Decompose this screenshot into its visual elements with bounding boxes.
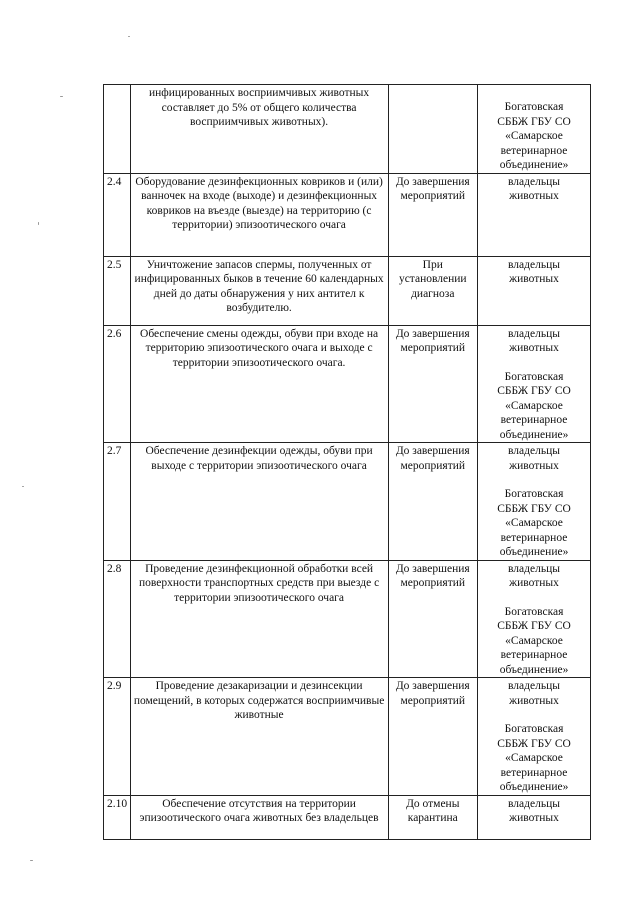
term-text: При установлении диагноза xyxy=(388,256,478,325)
responsible-line: СББЖ ГБУ СО xyxy=(497,737,571,750)
scan-speck xyxy=(22,486,24,487)
responsible-line: животных xyxy=(509,459,559,472)
term-text: До завершения мероприятий xyxy=(388,173,478,256)
row-number xyxy=(104,85,131,174)
responsible-line xyxy=(481,356,587,370)
responsible-line: ветеринарное xyxy=(500,766,568,779)
table-row xyxy=(104,560,591,678)
row-number: 2.6 xyxy=(104,325,131,443)
responsible-cell xyxy=(478,325,591,443)
responsible-line: ветеринарное xyxy=(500,414,568,426)
term-text: До завершения мероприятий xyxy=(388,325,478,443)
responsible-line xyxy=(481,591,587,605)
responsible-line xyxy=(481,708,587,722)
scan-speck xyxy=(128,36,130,37)
responsible-cell xyxy=(478,678,591,796)
responsible-line: СББЖ ГБУ СО xyxy=(497,620,571,632)
scan-speck xyxy=(60,96,63,97)
responsible-line: животных xyxy=(509,812,559,824)
term-text: До отмены карантина xyxy=(388,795,478,839)
responsible-line: животных xyxy=(509,342,559,354)
responsible-line: владельцы xyxy=(508,327,560,340)
responsible-line: животных xyxy=(509,273,559,285)
responsible-line: Богатовская xyxy=(504,101,564,113)
term-text: До завершения мероприятий xyxy=(388,443,478,561)
scan-speck xyxy=(38,222,39,225)
action-text: Оборудование дезинфекционных ковриков и (или) ванночек на входе (выходе) и дезинфекционных ковриков на въезде (выезде) на территорию (с территории) эпизоотического очага xyxy=(130,173,388,256)
responsible-line: животных xyxy=(509,190,559,202)
responsible-line: ветеринарное xyxy=(500,144,568,157)
row-number: 2.4 xyxy=(104,173,131,256)
responsible-line: «Самарское xyxy=(505,399,563,412)
responsible-line: ветеринарное xyxy=(500,649,568,661)
row-number: 2.7 xyxy=(104,443,131,561)
responsible-line: объединение» xyxy=(499,781,569,793)
action-text: Обеспечение отсутствия на территории эпизоотического очага животных без владельцев xyxy=(130,795,388,839)
responsible-cell xyxy=(478,560,591,678)
responsible-line: объединение» xyxy=(499,546,569,558)
row-number: 2.5 xyxy=(104,256,131,325)
responsible-line: Богатовская xyxy=(504,370,564,383)
row-number: 2.10 xyxy=(104,795,131,839)
term-text xyxy=(388,85,478,174)
scan-speck xyxy=(30,860,33,861)
action-text: Проведение дезакаризации и дезинсекции помещений, в которых содержатся восприимчивые животные xyxy=(130,678,388,796)
responsible-line: СББЖ ГБУ СО xyxy=(497,385,571,397)
responsible-line: «Самарское xyxy=(505,517,563,529)
responsible-line: объединение» xyxy=(499,663,569,676)
responsible-line: животных xyxy=(509,694,559,707)
action-text: инфицированных восприимчивых животных составляет до 5% от общего количества восприимчивых животных). xyxy=(130,85,388,174)
responsible-cell xyxy=(478,443,591,561)
responsible-line: СББЖ ГБУ СО xyxy=(497,115,571,128)
row-number: 2.9 xyxy=(104,678,131,796)
measures-table xyxy=(103,84,591,840)
responsible-line: объединение» xyxy=(499,428,569,441)
responsible-line: Богатовская xyxy=(504,605,564,618)
responsible-line: животных xyxy=(509,577,559,589)
table-row xyxy=(104,173,591,256)
responsible-line: владельцы xyxy=(508,445,560,457)
responsible-line: «Самарское xyxy=(505,634,563,647)
term-text: До завершения мероприятий xyxy=(388,678,478,796)
table-row xyxy=(104,795,591,839)
responsible-cell xyxy=(478,85,591,174)
responsible-cell xyxy=(478,173,591,256)
responsible-line: владельцы xyxy=(508,562,560,575)
responsible-line: СББЖ ГБУ СО xyxy=(497,502,571,515)
row-number: 2.8 xyxy=(104,560,131,678)
responsible-line: Богатовская xyxy=(504,488,564,500)
responsible-line: «Самарское xyxy=(505,130,563,142)
responsible-line xyxy=(481,86,587,100)
action-text: Уничтожение запасов спермы, полученных от инфицированных быков в течение 60 календарных дней до даты обнаружения у них антител к возбудителю. xyxy=(130,256,388,325)
responsible-line: владельцы xyxy=(508,258,560,271)
action-text: Проведение дезинфекционной обработки всей поверхности транспортных средств при выезде с территории эпизоотического очага xyxy=(130,560,388,678)
table-row xyxy=(104,85,591,174)
responsible-line: владельцы xyxy=(508,175,560,188)
responsible-line: Богатовская xyxy=(504,723,564,735)
responsible-line: ветеринарное xyxy=(500,531,568,544)
responsible-cell xyxy=(478,795,591,839)
action-text: Обеспечение смены одежды, обуви при входе на территорию эпизоотического очага и выходе с территории эпизоотического очага. xyxy=(130,325,388,443)
action-text: Обеспечение дезинфекции одежды, обуви при выходе с территории эпизоотического очага xyxy=(130,443,388,561)
responsible-line: владельцы xyxy=(508,680,560,692)
responsible-line: владельцы xyxy=(508,797,560,810)
responsible-line: «Самарское xyxy=(505,752,563,764)
table-row xyxy=(104,678,591,796)
term-text: До завершения мероприятий xyxy=(388,560,478,678)
table-row xyxy=(104,256,591,325)
responsible-line: объединение» xyxy=(499,159,569,171)
table-row xyxy=(104,443,591,561)
responsible-line xyxy=(481,473,587,487)
responsible-cell xyxy=(478,256,591,325)
table-row xyxy=(104,325,591,443)
